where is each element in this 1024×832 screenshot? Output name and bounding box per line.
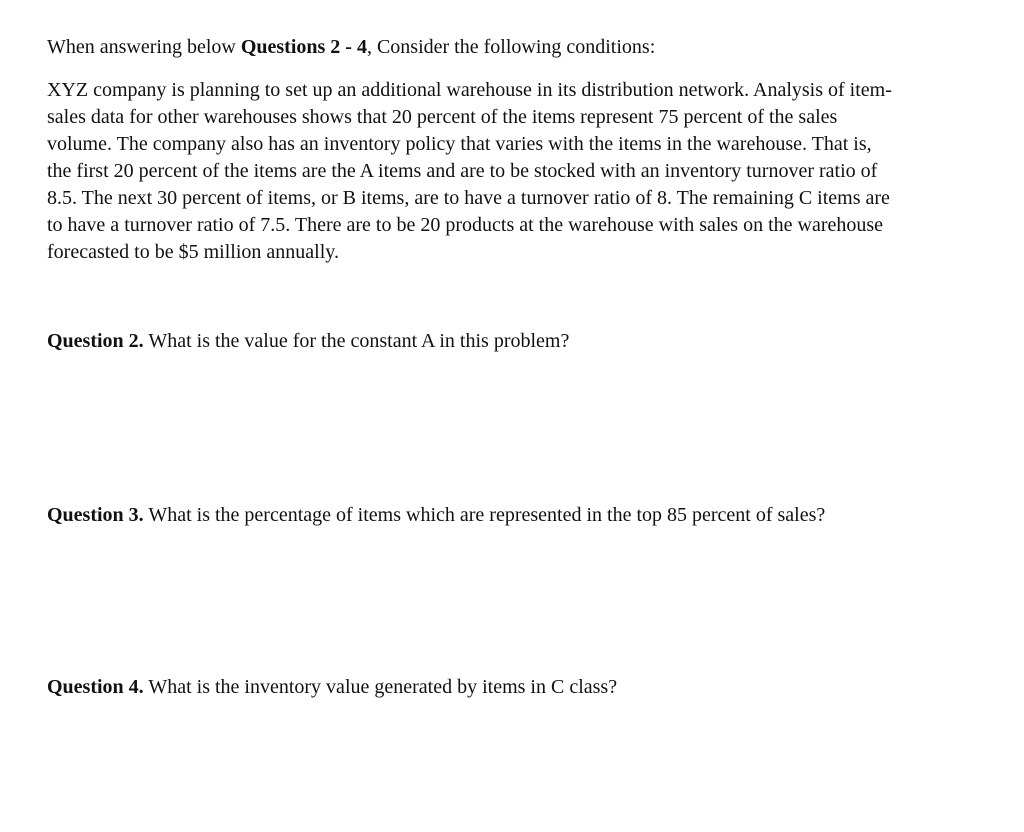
intro-suffix: , Consider the following conditions: bbox=[366, 36, 656, 58]
scenario-line: forecasted to be $5 million annually. bbox=[47, 241, 339, 263]
scenario-line: XYZ company is planning to set up an additional warehouse in its distribution network. Analysis of item- bbox=[47, 79, 892, 101]
intro-questions-range: Questions 2 - 4 bbox=[240, 36, 367, 58]
question-3 bbox=[47, 501, 825, 529]
question-3-label: Question 3. bbox=[47, 504, 144, 526]
question-4-label: Question 4. bbox=[47, 676, 144, 698]
scenario-line: the first 20 percent of the items are the A items and are to be stocked with an inventory turnover ratio of bbox=[47, 160, 878, 182]
question-3-text: What is the percentage of items which are represented in the top 85 percent of sales? bbox=[143, 504, 826, 526]
scenario-line: 8.5. The next 30 percent of items, or B items, are to have a turnover ratio of 8. The remaining C items are bbox=[47, 187, 890, 209]
question-4 bbox=[47, 673, 617, 701]
question-2-label: Question 2. bbox=[47, 330, 144, 352]
scenario-line: volume. The company also has an inventory policy that varies with the items in the warehouse. That is, bbox=[47, 133, 872, 155]
intro-line bbox=[47, 33, 655, 61]
scenario-line: to have a turnover ratio of 7.5. There are to be 20 products at the warehouse with sales on the warehouse bbox=[47, 214, 884, 236]
question-2 bbox=[47, 327, 569, 355]
scenario-line: sales data for other warehouses shows that 20 percent of the items represent 75 percent of the sales bbox=[47, 106, 838, 128]
question-2-text: What is the value for the constant A in this problem? bbox=[143, 330, 570, 352]
scenario-paragraph bbox=[47, 77, 987, 266]
intro-prefix: When answering below bbox=[47, 36, 241, 58]
question-4-text: What is the inventory value generated by items in C class? bbox=[143, 676, 618, 698]
